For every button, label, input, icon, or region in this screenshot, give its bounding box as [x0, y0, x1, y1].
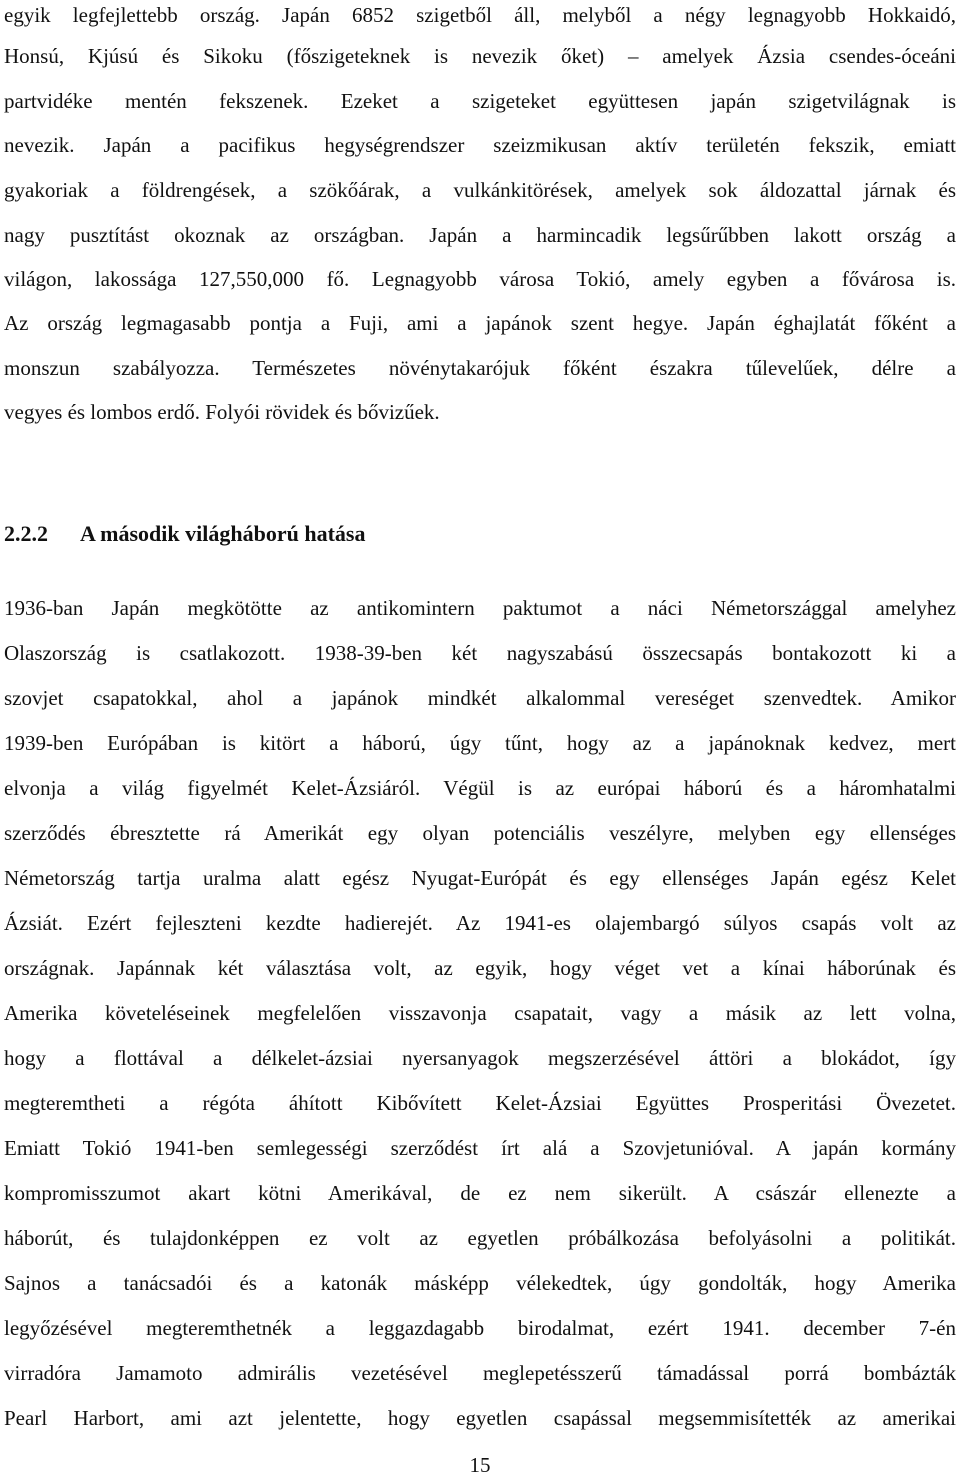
- text-line: országnak. Japánnak két választása volt, az egyik, hogy véget vet a kínai háborúnak és: [4, 956, 956, 980]
- text-line: nevezik. Japán a pacifikus hegységrendszer szeizmikusan aktív területén fekszik, emiatt: [4, 133, 956, 157]
- text-line: Pearl Harbort, ami azt jelentette, hogy egyetlen csapással megsemmisítették az amerikai: [4, 1406, 956, 1430]
- text-line: Honsú, Kjúsú és Sikoku (főszigeteknek is nevezik őket) – amelyek Ázsia csendes-óceáni: [4, 44, 956, 68]
- section-title: A második világháború hatása: [80, 521, 366, 546]
- text-line: 1936-ban Japán megkötötte az antikomintern paktumot a náci Németországgal amelyhez: [4, 596, 956, 620]
- text-line: Németország tartja uralma alatt egész Nyugat-Európát és egy ellenséges Japán egész Kelet: [4, 866, 956, 890]
- text-line: monszun szabályozza. Természetes növénytakarójuk főként északra tűlevelűek, délre a: [4, 356, 956, 380]
- text-line: Ázsiát. Ezért fejleszteni kezdte hadierejét. Az 1941-es olajembargó súlyos csapás volt az: [4, 911, 956, 935]
- text-line: elvonja a világ figyelmét Kelet-Ázsiáról. Végül is az európai háború és a háromhatalmi: [4, 776, 956, 800]
- text-line: szerződés ébresztette rá Amerikát egy olyan potenciális veszélyre, melyben egy ellenséges: [4, 821, 956, 845]
- page-number: 15: [469, 1453, 491, 1477]
- text-line: háborút, és tulajdonképpen ez volt az egyetlen próbálkozása befolyásolni a politikát.: [4, 1226, 956, 1250]
- section-heading: [4, 519, 365, 549]
- section-number: 2.2.2: [4, 521, 48, 546]
- text-line: legyőzésével megteremthetnék a leggazdagabb birodalmat, ezért 1941. december 7-én: [4, 1316, 956, 1340]
- text-line: partvidéke mentén fekszenek. Ezeket a szigeteket együttesen japán szigetvilágnak is: [4, 89, 956, 113]
- text-line: szovjet csapatokkal, ahol a japánok mindkét alkalommal vereséget szenvedtek. Amikor: [4, 686, 956, 710]
- text-line: gyakoriak a földrengések, a szökőárak, a vulkánkitörések, amelyek sok áldozattal járnak és: [4, 178, 956, 202]
- text-line: 1939-ben Európában is kitört a háború, úgy tűnt, hogy az a japánoknak kedvez, mert: [4, 731, 956, 755]
- text-line: Emiatt Tokió 1941-ben semlegességi szerződést írt alá a Szovjetunióval. A japán kormány: [4, 1136, 956, 1160]
- text-line: Olaszország is csatlakozott. 1938-39-ben két nagyszabású összecsapás bontakozott ki a: [4, 641, 956, 665]
- text-line: vegyes és lombos erdő. Folyói rövidek és bővizűek.: [4, 400, 440, 424]
- text-line: Amerika követeléseinek megfelelően visszavonja csapatait, vagy a másik az lett volna,: [4, 1001, 956, 1025]
- text-line: virradóra Jamamoto admirális vezetésével meglepetésszerű támadással porrá bombázták: [4, 1361, 956, 1385]
- text-line: hogy a flottával a délkelet-ázsiai nyersanyagok megszerzésével áttöri a blokádot, így: [4, 1046, 956, 1070]
- text-line: nagy pusztítást okoznak az országban. Japán a harmincadik legsűrűbben lakott ország a: [4, 223, 956, 247]
- text-line: Sajnos a tanácsadói és a katonák másképp vélekedtek, úgy gondolták, hogy Amerika: [4, 1271, 956, 1295]
- text-line: megteremtheti a régóta áhított Kibővített Kelet-Ázsiai Együttes Prosperitási Övezetet.: [4, 1091, 956, 1115]
- text-line: Az ország legmagasabb pontja a Fuji, ami a japánok szent hegye. Japán éghajlatát főként a: [4, 311, 956, 335]
- text-line: egyik legfejlettebb ország. Japán 6852 szigetből áll, melyből a négy legnagyobb Hokkaidó,: [4, 3, 956, 27]
- text-line: világon, lakossága 127,550,000 fő. Legnagyobb városa Tokió, amely egyben a fővárosa is.: [4, 267, 956, 291]
- text-line: kompromisszumot akart kötni Amerikával, de ez nem sikerült. A császár ellenezte a: [4, 1181, 956, 1205]
